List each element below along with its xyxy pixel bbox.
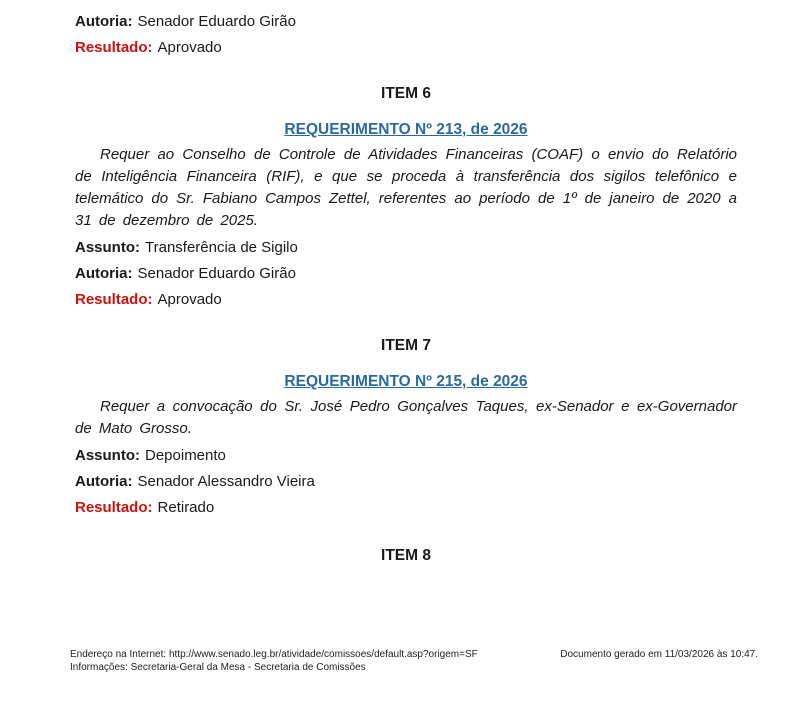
footer-left-block (70, 648, 478, 674)
item7-requerimento-link[interactable]: REQUERIMENTO Nº 215, de 2026 (284, 373, 528, 390)
resultado-label: Resultado: (75, 291, 153, 308)
autoria-line (75, 13, 737, 31)
item7-assunto-line (75, 447, 737, 465)
item6-ementa: Requer ao Conselho de Controle de Atividades Financeiras (COAF) o envio do Relatório de Inteligência Financeira (RIF), e que se proceda à transferência dos sigilos telefônico e telemático do Sr. Fabiano Campos Zettel, referentes ao período de 1º de janeiro de 2020 a 31 de dezembro de 2025. (75, 146, 737, 229)
item7-requerimento-line (75, 373, 737, 391)
item6-requerimento-line (75, 121, 737, 139)
resultado-value: Aprovado (157, 39, 222, 56)
assunto-value: Transferência de Sigilo (145, 239, 298, 256)
resultado-value: Aprovado (157, 291, 222, 308)
item7-autoria-line (75, 473, 737, 491)
autoria-value: Senador Eduardo Girão (137, 13, 296, 30)
assunto-label: Assunto: (75, 447, 140, 464)
footer-address-line: Endereço na Internet: http://www.senado.leg.br/atividade/comissoes/default.asp?origem=SF (70, 649, 478, 660)
page-footer (0, 648, 800, 674)
item6-autoria-line (75, 265, 737, 283)
item6-section (75, 85, 737, 309)
footer-info-line: Informações: Secretaria-Geral da Mesa - Secretaria de Comissões (70, 662, 366, 673)
autoria-label: Autoria: (75, 265, 133, 282)
autoria-value: Senador Eduardo Girão (137, 265, 296, 282)
item7-ementa: Requer a convocação do Sr. José Pedro Gonçalves Taques, ex-Senador e ex-Governador de Mato Grosso. (75, 398, 737, 437)
item8-section (75, 547, 737, 565)
item6-assunto-line (75, 239, 737, 257)
resultado-value: Retirado (157, 499, 215, 516)
autoria-value: Senador Alessandro Vieira (137, 473, 315, 490)
assunto-label: Assunto: (75, 239, 140, 256)
item7-heading: ITEM 7 (381, 337, 431, 354)
autoria-label: Autoria: (75, 473, 133, 490)
item6-requerimento-link[interactable]: REQUERIMENTO Nº 213, de 2026 (284, 121, 528, 138)
resultado-line (75, 39, 737, 57)
autoria-label: Autoria: (75, 13, 133, 30)
footer-generated-line: Documento gerado em 11/03/2026 às 10:47. (560, 649, 758, 660)
assunto-value: Depoimento (145, 447, 226, 464)
item7-section (75, 337, 737, 517)
previous-item-tail (75, 13, 737, 57)
item7-resultado-line (75, 499, 737, 517)
item6-resultado-line (75, 291, 737, 309)
item6-heading: ITEM 6 (381, 85, 431, 102)
resultado-label: Resultado: (75, 499, 153, 516)
resultado-label: Resultado: (75, 39, 153, 56)
item8-heading: ITEM 8 (381, 547, 431, 564)
